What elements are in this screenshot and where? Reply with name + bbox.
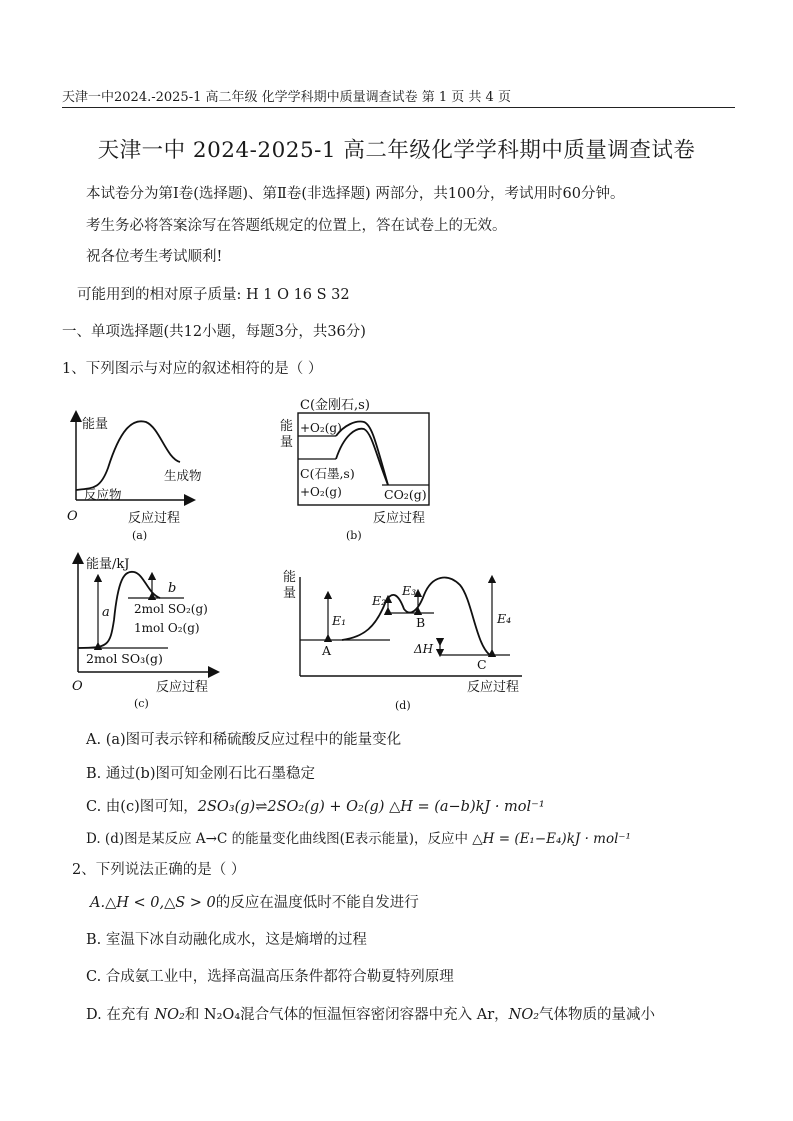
fig-c-ylabel: 能量/kJ (86, 557, 130, 572)
q1-option-c-equation: 2SO₃(g)⇌2SO₂(g) + O₂(g) △H = (a−b)kJ · mol⁻¹ (197, 799, 545, 815)
q2-option-d-part1: D. 在充有 (86, 1007, 155, 1023)
fig-a-xlabel: 反应过程 (128, 511, 181, 526)
fig-b-o2-bottom: +O₂(g) (300, 485, 342, 499)
intro-line-3: 祝各位考生考试顺利! (86, 249, 223, 265)
fig-b-graphite-label: C(石墨,s) (300, 466, 355, 481)
q2-option-c: C. 合成氨工业中，选择高温高压条件都符合勒夏特列原理 (86, 969, 454, 985)
fig-a-reactant: 反应物 (84, 487, 122, 502)
fig-d-label-c: C (477, 657, 487, 672)
fig-a-origin: O (67, 509, 78, 524)
fig-d-xlabel: 反应过程 (467, 680, 520, 695)
figure-d (280, 565, 530, 715)
q2-option-b: B. 室温下冰自动融化成水，这是熵增的过程 (86, 932, 367, 948)
fig-a-ylabel: 能量 (82, 417, 109, 432)
q2-option-a-math: A.△H < 0,△S > 0 (90, 895, 216, 911)
fig-b-ylabel-1: 能 (280, 419, 294, 434)
q1-option-d-equation: △H = (E₁−E₄)kJ · mol⁻¹ (472, 831, 631, 847)
figure-c (64, 550, 234, 710)
q1-option-d-prefix: D. (d)图是某反应 A→C 的能量变化曲线图(E表示能量)，反应中 (86, 831, 473, 847)
intro-line-2: 考生务必将答案涂写在答题纸规定的位置上，答在试卷上的无效。 (86, 218, 507, 234)
question-1-stem: 1、下列图示与对应的叙述相符的是（ ） (62, 361, 323, 377)
atomic-mass-line: 可能用到的相对原子质量: H 1 O 16 S 32 (77, 287, 350, 303)
fig-c-so2-label: 2mol SO₂(g) (134, 602, 208, 616)
fig-a-product: 生成物 (164, 468, 202, 483)
q1-option-a: A. (a)图可表示锌和稀硫酸反应过程中的能量变化 (86, 732, 402, 748)
fig-d-e4-label: E₄ (497, 611, 512, 626)
fig-a-caption: (a) (132, 529, 148, 542)
q2-option-d-part3: 气体物质的量减小 (539, 1007, 656, 1023)
fig-c-a-label: a (102, 605, 110, 620)
fig-c-o2-label: 1mol O₂(g) (134, 621, 200, 635)
q1-option-c (86, 795, 545, 816)
q2-option-a (90, 891, 419, 912)
fig-d-label-b: B (416, 615, 426, 630)
fig-d-e2-label: E₂ (372, 593, 387, 608)
q1-option-b: B. 通过(b)图可知金刚石比石墨稳定 (86, 766, 315, 782)
q2-option-d (86, 1003, 655, 1024)
fig-c-xlabel: 反应过程 (156, 680, 209, 695)
fig-b-ylabel-2: 量 (280, 435, 294, 450)
q1-option-c-prefix: C. 由(c)图可知， (86, 799, 198, 815)
exam-title: 天津一中 2024-2025-1 高二年级化学学科期中质量调查试卷 (97, 138, 696, 163)
fig-d-dh-label: ΔH (414, 642, 434, 656)
fig-c-origin: O (72, 679, 83, 694)
fig-b-xlabel: 反应过程 (373, 511, 426, 526)
fig-d-caption: (d) (395, 699, 411, 712)
fig-d-e3-label: E₃ (402, 583, 417, 598)
fig-d-label-a: A (322, 643, 332, 658)
fig-d-ylabel-2: 量 (283, 586, 297, 601)
fig-c-b-label: b (168, 581, 177, 596)
fig-d-e1-label: E₁ (332, 613, 347, 628)
q2-option-d-part2: 和 N₂O₄混合气体的恒温恒容密闭容器中充入 Ar， (184, 1007, 509, 1023)
q2-option-d-no2-a: NO₂ (154, 1007, 185, 1023)
fig-b-top-label: C(金刚石,s) (300, 398, 370, 413)
question-2-stem: 2、下列说法正确的是（ ） (72, 862, 246, 878)
fig-b-caption: (b) (346, 529, 362, 542)
page-header: 天津一中2024.-2025-1 高二年级 化学学科期中质量调查试卷 第 1 页 共 4 页 (62, 86, 735, 108)
fig-c-so3-label: 2mol SO₃(g) (86, 651, 163, 666)
q2-option-d-no2-b: NO₂ (508, 1007, 540, 1023)
fig-b-o2-top: +O₂(g) (300, 421, 342, 435)
fig-c-caption: (c) (134, 697, 149, 710)
q1-option-d (86, 827, 631, 847)
figure-b (278, 395, 438, 545)
figure-a (62, 408, 222, 548)
q2-option-a-text: 的反应在温度低时不能自发进行 (215, 895, 419, 911)
intro-line-1: 本试卷分为第Ⅰ卷(选择题)、第Ⅱ卷(非选择题) 两部分，共100分，考试用时60分钟。 (86, 186, 625, 202)
section-1-heading: 一、单项选择题(共12小题，每题3分，共36分) (62, 324, 366, 340)
fig-d-ylabel-1: 能 (283, 570, 297, 585)
fig-b-co2-label: CO₂(g) (384, 487, 427, 502)
